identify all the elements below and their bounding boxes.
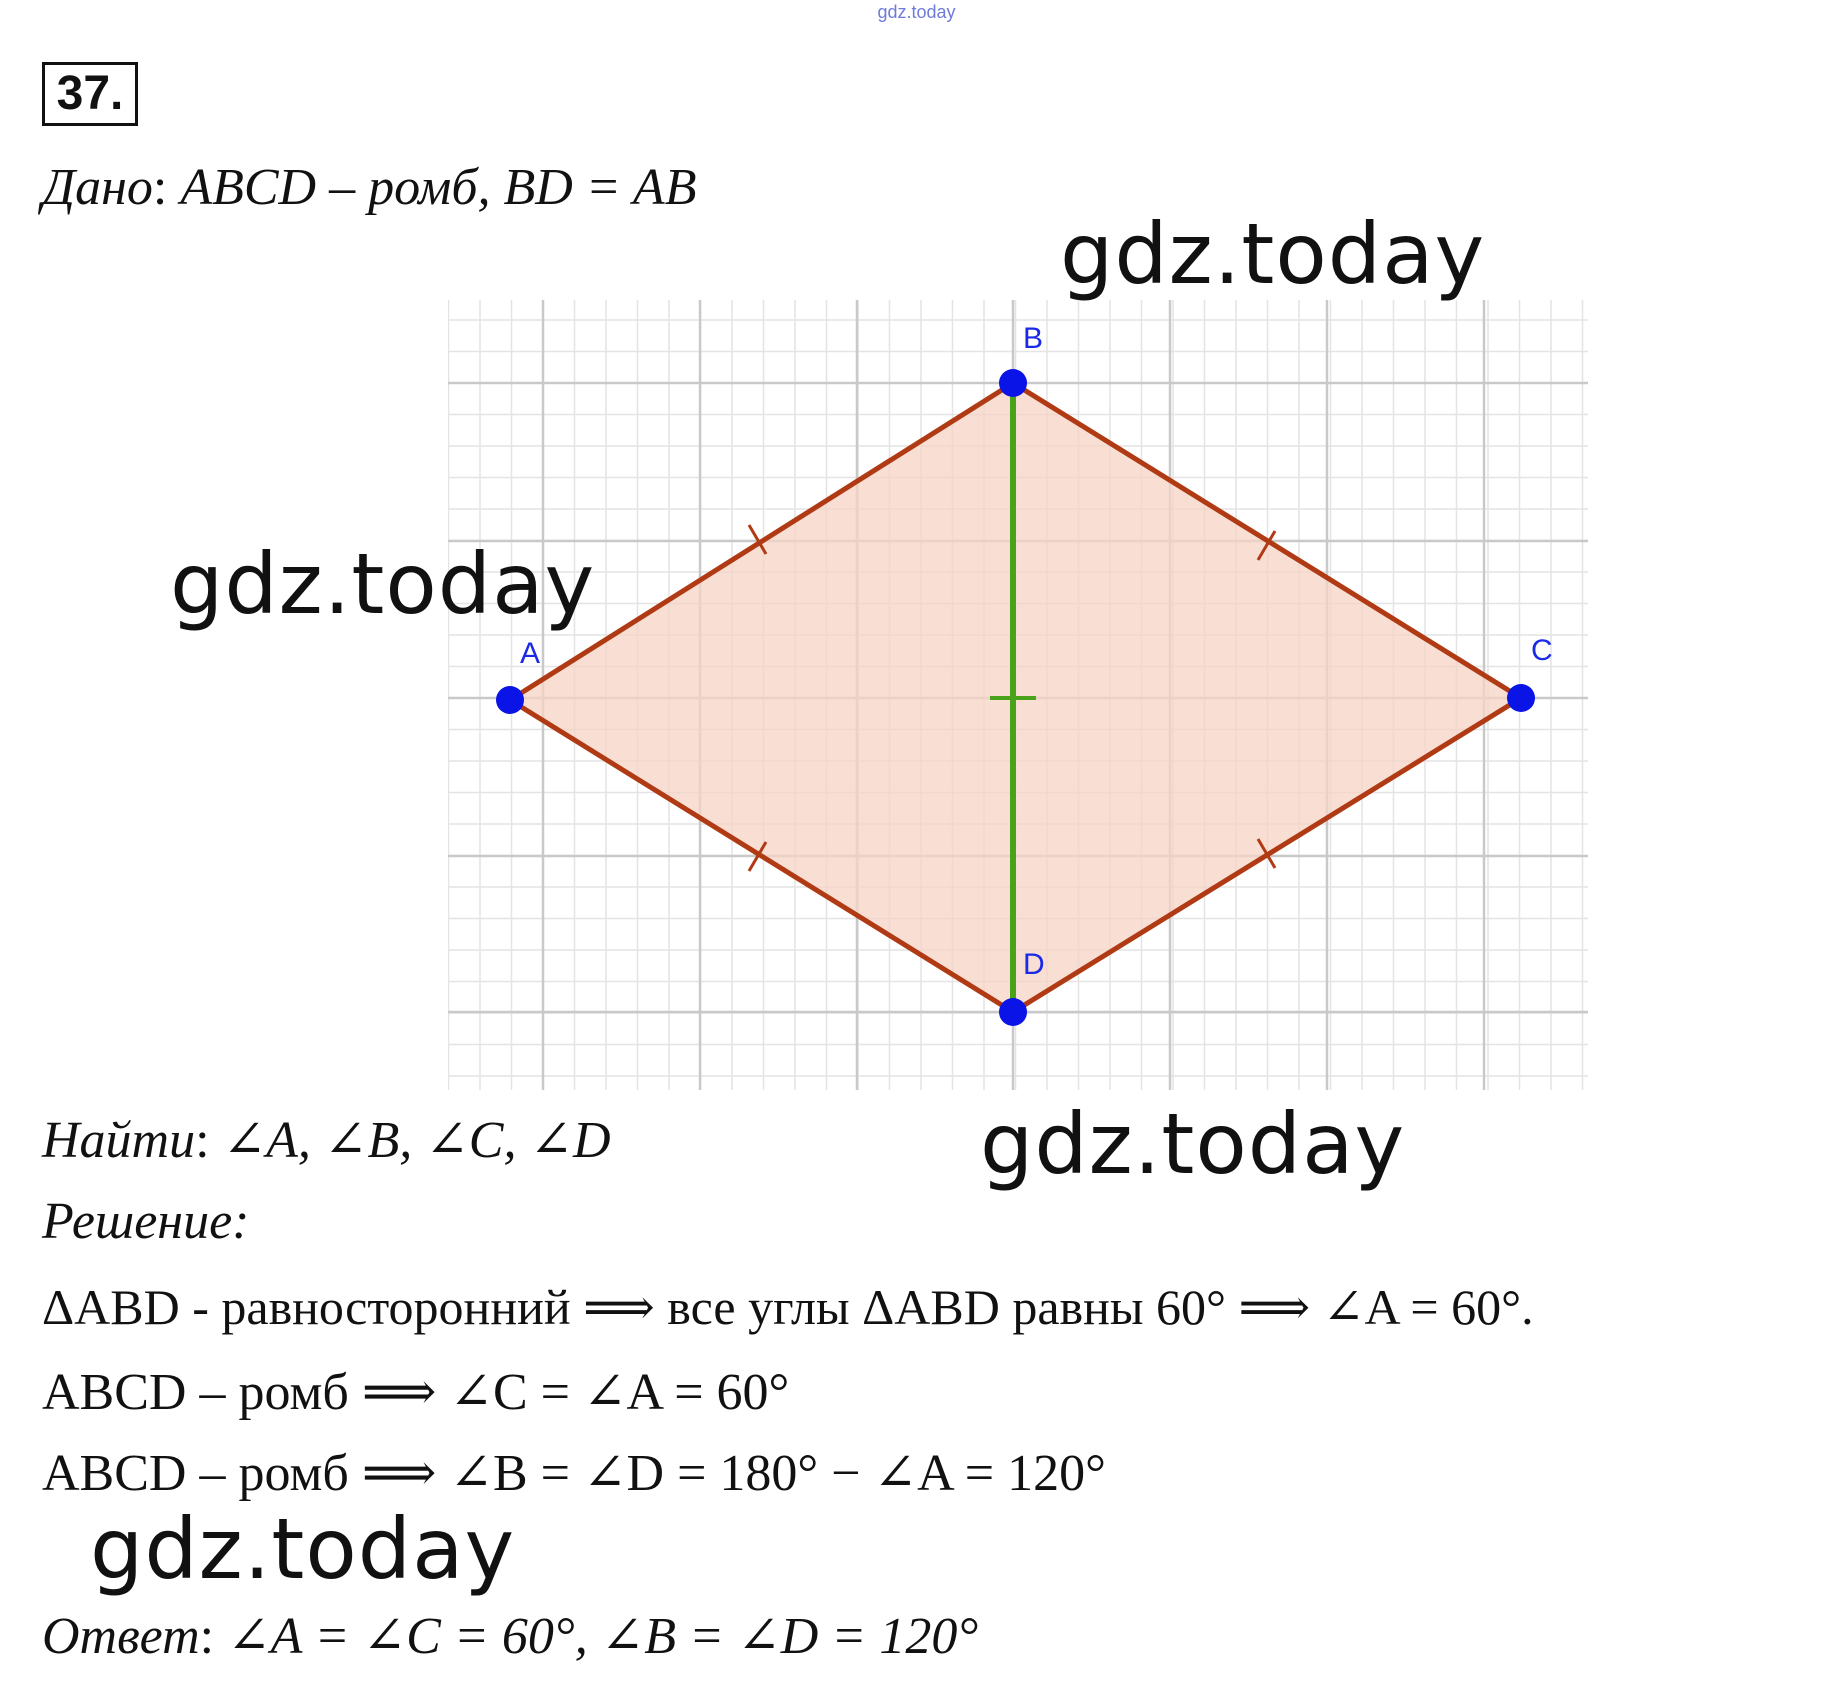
point-d (999, 998, 1027, 1026)
rhombus-figure (448, 300, 1608, 1100)
label-d: D (1023, 948, 1045, 981)
point-c (1507, 684, 1535, 712)
header-watermark: gdz.today (877, 2, 956, 22)
watermark-3: gdz.today (980, 1095, 1406, 1193)
answer-text: ∠A = ∠C = 60°, ∠B = ∠D = 120° (227, 1608, 979, 1665)
problem-number: 37. (42, 62, 138, 126)
watermark-1: gdz.today (1060, 205, 1486, 303)
point-b (999, 369, 1027, 397)
answer-sep: : (199, 1608, 215, 1665)
given-label: Дано (42, 159, 153, 216)
find-text: ∠A, ∠B, ∠C, ∠D (222, 1112, 611, 1169)
solution-line-1: ΔABD - равносторонний ⟹ все углы ΔABD равны 60° ⟹ ∠A = 60°. (42, 1279, 1534, 1335)
solution-label: Решение: (42, 1193, 250, 1250)
label-a: A (520, 637, 541, 670)
given-text: ABCD – ромб, BD = AB (180, 159, 697, 216)
watermark-2: gdz.today (170, 535, 596, 633)
solution-line-2: ABCD – ромб ⟹ ∠C = ∠A = 60° (42, 1364, 790, 1421)
watermark-4: gdz.today (90, 1500, 516, 1598)
find-sep: : (195, 1112, 210, 1169)
given-sep: : (152, 159, 168, 216)
answer-label: Ответ (42, 1608, 200, 1665)
find-line (42, 1110, 611, 1170)
answer-line (42, 1606, 978, 1666)
find-label: Найти (42, 1112, 196, 1169)
given-line (42, 158, 696, 217)
solution-line-3: ABCD – ромб ⟹ ∠B = ∠D = 180° − ∠A = 120° (42, 1445, 1106, 1502)
label-b: B (1023, 322, 1044, 355)
label-c: C (1531, 634, 1553, 667)
point-a (496, 686, 524, 714)
